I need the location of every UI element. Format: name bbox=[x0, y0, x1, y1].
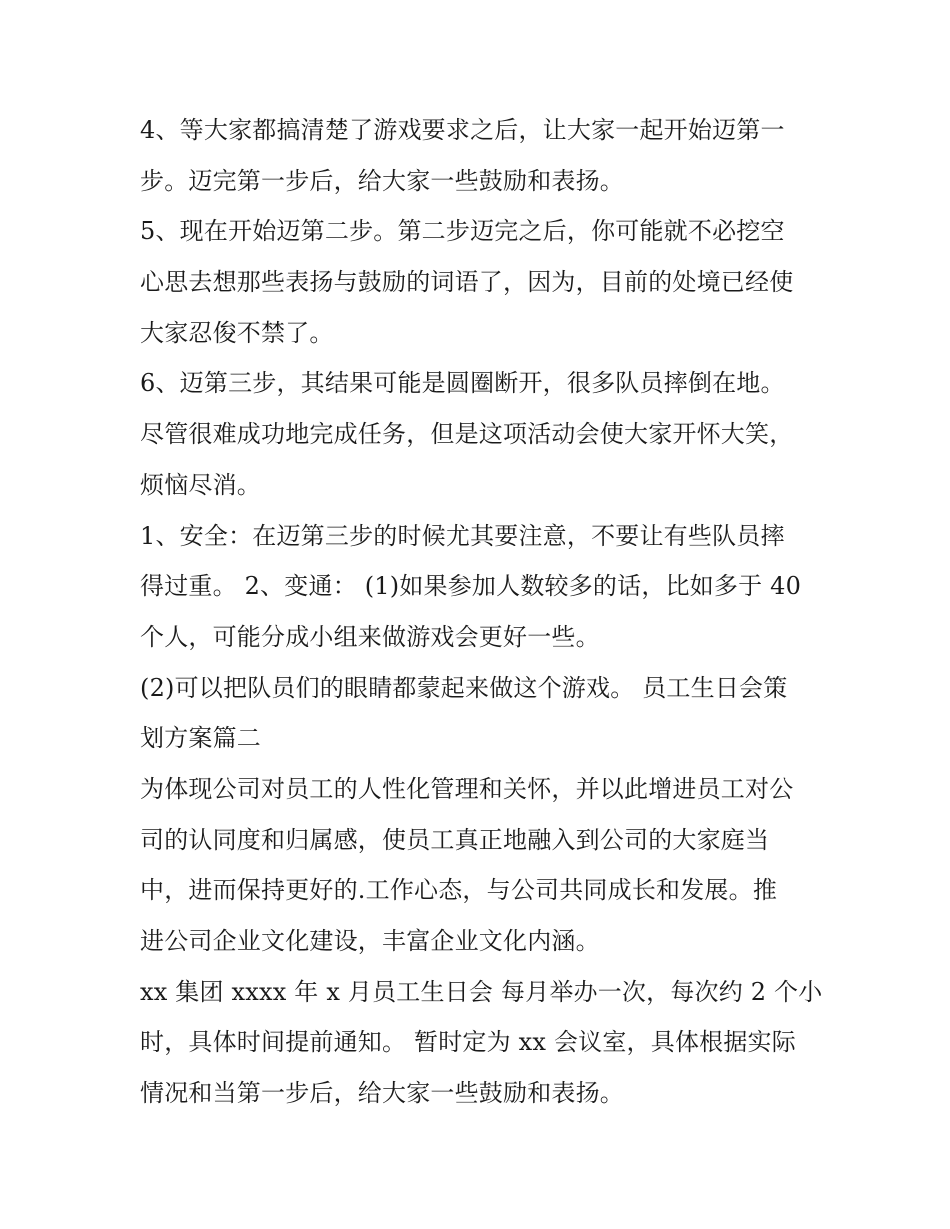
text-line: 个人，可能分成小组来做游戏会更好一些。 bbox=[140, 622, 600, 651]
text-line: 大家忍俊不禁了。 bbox=[140, 318, 334, 347]
text-line: 4、等大家都搞清楚了游戏要求之后，让大家一起开始迈第一 bbox=[140, 116, 785, 144]
text-line: 司的认同度和归属感，使员工真正地融入到公司的大家庭当 bbox=[140, 825, 770, 854]
text-line: 为体现公司对员工的人性化管理和关怀，并以此增进员工对公 bbox=[140, 774, 794, 803]
text-line: 划方案篇二 bbox=[140, 724, 261, 753]
text-line: 进公司企业文化建设，丰富企业文化内涵。 bbox=[140, 927, 600, 955]
text-line: 6、迈第三步，其结果可能是圆圈断开，很多队员摔倒在地。 bbox=[140, 369, 785, 398]
text-line: 时，具体时间提前通知。 暂时定为 xx 会议室，具体根据实际 bbox=[140, 1028, 796, 1057]
text-line: 心思去想那些表扬与鼓励的词语了，因为，目前的处境已经使 bbox=[140, 268, 794, 297]
text-line: 1、安全：在迈第三步的时候尤其要注意，不要让有些队员摔 bbox=[140, 521, 785, 550]
text-line: xx 集团 xxxx 年 x 月员工生日会 每月举办一次，每次约 2 个小 bbox=[140, 977, 823, 1006]
text-line: 情况和当第一步后，给大家一些鼓励和表扬。 bbox=[140, 1079, 624, 1108]
text-line: (2)可以把队员们的眼睛都蒙起来做这个游戏。 员工生日会策 bbox=[140, 673, 788, 702]
text-line: 得过重。 2、变通： (1)如果参加人数较多的话，比如多于 40 bbox=[140, 572, 802, 601]
text-line: 尽管很难成功地完成任务，但是这项活动会使大家开怀大笑， bbox=[140, 420, 794, 449]
text-line: 中，进而保持更好的.工作心态，与公司共同成长和发展。推 bbox=[140, 876, 778, 905]
document-body bbox=[140, 105, 823, 1119]
text-line: 步。迈完第一步后，给大家一些鼓励和表扬。 bbox=[140, 166, 624, 195]
text-line: 烦恼尽消。 bbox=[140, 470, 261, 499]
text-line: 5、现在开始迈第二步。第二步迈完之后，你可能就不必挖空 bbox=[140, 217, 785, 246]
